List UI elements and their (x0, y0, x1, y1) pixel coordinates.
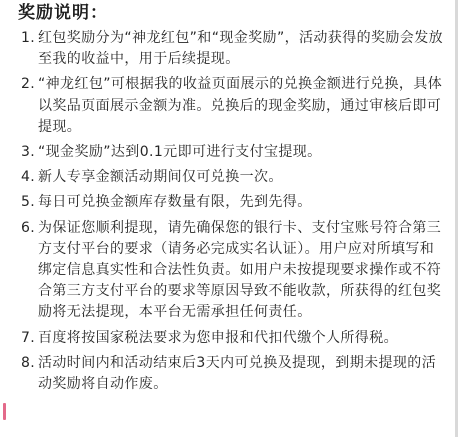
rule-item (0, 353, 458, 395)
rule-text: 活动时间内和活动结束后3天内可兑换及提现，到期未提现的活动奖励将自动作废。 (38, 354, 437, 393)
rule-text: 百度将按国家税法要求为您申报和代扣代缴个人所得税。 (38, 329, 398, 346)
rule-item (0, 167, 458, 188)
rule-item (0, 28, 458, 70)
rule-text: 红包奖励分为“神龙红包”和“现金奖励”，活动获得的奖励会发放至我的收益中，用于后续提现。 (38, 30, 444, 68)
rule-text: 每日可兑换金额库存数量有限，先到先得。 (38, 194, 312, 211)
rule-text: “现金奖励”达到0.1元即可进行支付宝提现。 (38, 144, 322, 161)
rule-item (0, 328, 458, 349)
rule-number: 1. (21, 30, 36, 46)
rule-text: 新人专享金额活动期间仅可兑换一次。 (38, 169, 283, 186)
rule-item (0, 142, 458, 163)
edge-marker (3, 403, 6, 420)
rule-text: 为保证您顺利提现，请先确保您的银行卡、支付宝账号符合第三方支付平台的要求（请务必完成实名认证）。用户应对所填写和绑定信息真实性和合法性负责。如用户未按提现要求操作或不符合第三方支付平台的要求等原因导致不能收款，所获得的红包奖励将无法提现，本平台无需承担任何责任。 (38, 219, 442, 321)
rule-number: 6. (21, 219, 36, 236)
rule-number: 7. (21, 329, 36, 346)
rule-number: 4. (21, 169, 36, 186)
rule-text: “神龙红包”可根据我的收益页面展示的兑换金额进行兑换，具体以奖品页面展示金额为准。兑换后的现金奖励，通过审核后即可提现。 (38, 76, 443, 135)
rule-number: 2. (21, 76, 36, 93)
rule-number: 5. (21, 194, 36, 211)
rules-list (0, 28, 458, 399)
rule-item (0, 74, 458, 138)
rule-item (0, 218, 458, 324)
rule-number: 3. (21, 144, 36, 161)
rule-item (0, 192, 458, 213)
rules-title: 奖励说明： (18, 3, 108, 23)
rule-number: 8. (21, 354, 36, 371)
